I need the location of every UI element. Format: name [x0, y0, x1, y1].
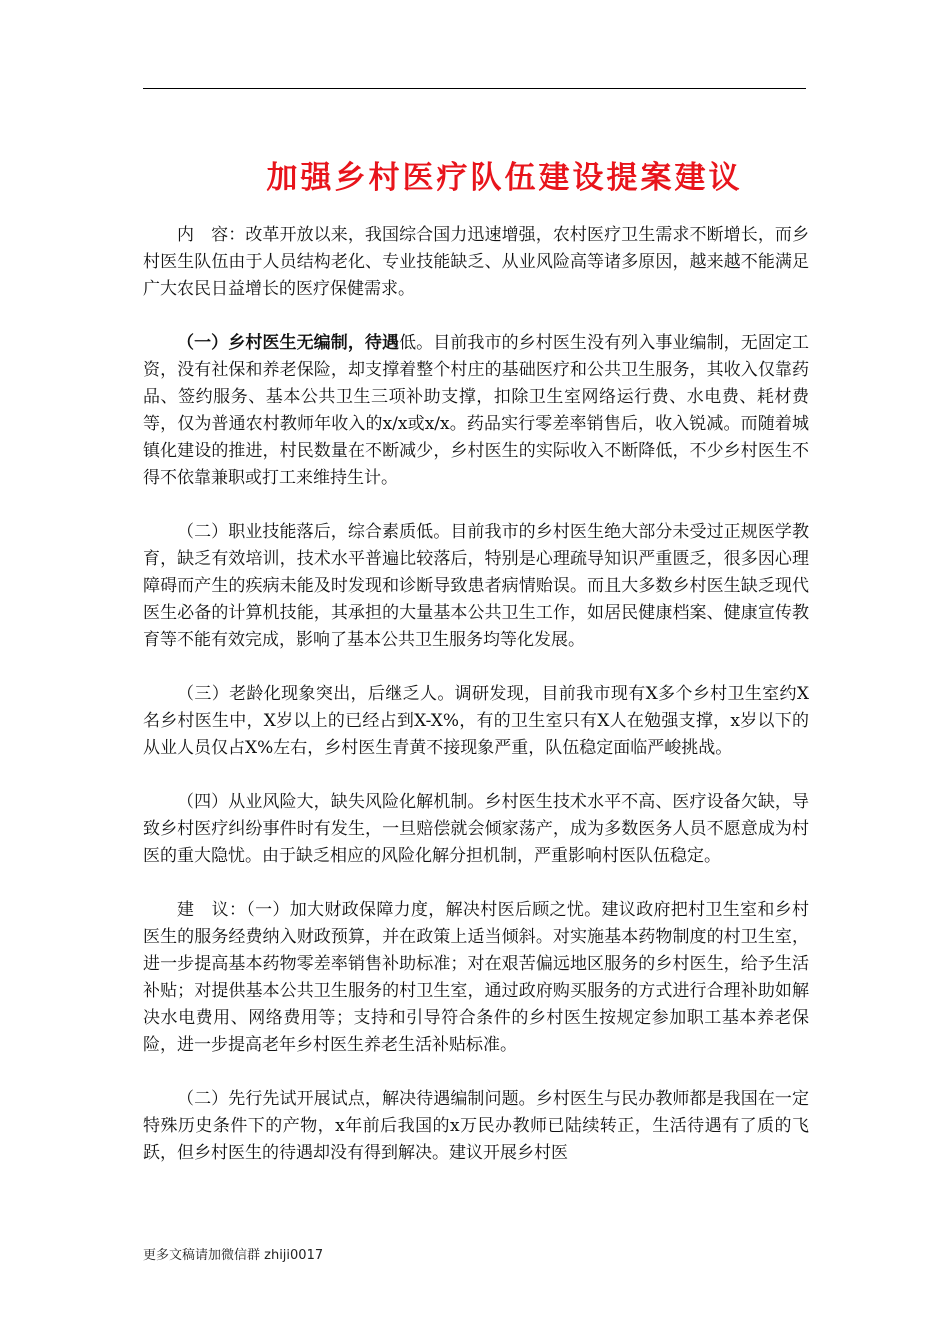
paragraph-text: （三）老龄化现象突出，后继乏人。调研发现，目前我市现有X多个乡村卫生室约X名乡村医生中，X岁以上的已经占到X-X%，有的卫生室只有X人在勉强支撑，x岁以下的从业人员仅占X%左右，乡村医生青黄不接现象严重，队伍稳定面临严峻挑战。 [143, 684, 809, 758]
paragraph-suggestion-2 [143, 1086, 809, 1167]
paragraph-text: 内 容：改革开放以来，我国综合国力迅速增强，农村医疗卫生需求不断增长，而乡村医生队伍由于人员结构老化、专业技能缺乏、从业风险高等诸多原因，越来越不能满足广大农民日益增长的医疗保健需求。 [143, 225, 809, 299]
paragraph-point-2 [143, 519, 809, 654]
paragraph-text: （四）从业风险大，缺失风险化解机制。乡村医生技术水平不高、医疗设备欠缺，导致乡村医疗纠纷事件时有发生，一旦赔偿就会倾家荡产，成为多数医务人员不愿意成为村医的重大隐忧。由于缺乏相应的风险化解分担机制，严重影响村医队伍稳定。 [143, 792, 809, 866]
paragraph-bold-lead: （一）乡村医生无编制，待遇 [177, 333, 400, 353]
paragraph-text: 低。目前我市的乡村医生没有列入事业编制，无固定工资，没有社保和养老保险，却支撑着整个村庄的基础医疗和公共卫生服务，其收入仅靠药品、签约服务、基本公共卫生三项补助支撑，扣除卫生室网络运行费、水电费、耗材费等，仅为普通农村教师年收入的x/x或x/x。药品实行零差率销售后，收入锐减。而随着城镇化建设的推进，村民数量在不断减少，乡村医生的实际收入不断降低，不少乡村医生不得不依靠兼职或打工来维持生计。 [143, 333, 810, 488]
paragraph-suggestion-1 [143, 897, 809, 1059]
footer-note: 更多文稿请加微信群 zhiji0017 [143, 1248, 324, 1263]
paragraph-content [143, 222, 809, 303]
document-title: 加强乡村医疗队伍建设提案建议 [266, 160, 743, 196]
paragraph-point-3 [143, 681, 809, 762]
paragraph-text: 建 议：（一）加大财政保障力度，解决村医后顾之忧。建议政府把村卫生室和乡村医生的服务经费纳入财政预算，并在政策上适当倾斜。对实施基本药物制度的村卫生室，进一步提高基本药物零差率销售补助标准；对在艰苦偏远地区服务的乡村医生，给予生活补贴；对提供基本公共卫生服务的村卫生室，通过政府购买服务的方式进行合理补助如解决水电费用、网络费用等；支持和引导符合条件的乡村医生按规定参加职工基本养老保险，进一步提高老年乡村医生养老生活补贴标准。 [143, 900, 809, 1055]
document-body [143, 222, 809, 1194]
paragraph-text: （二）职业技能落后，综合素质低。目前我市的乡村医生绝大部分未受过正规医学教育，缺乏有效培训，技术水平普遍比较落后，特别是心理疏导知识严重匮乏，很多因心理障碍而产生的疾病未能及时发现和诊断导致患者病情贻误。而且大多数乡村医生缺乏现代医生必备的计算机技能，其承担的大量基本公共卫生工作，如居民健康档案、健康宣传教育等不能有效完成，影响了基本公共卫生服务均等化发展。 [143, 522, 809, 650]
paragraph-text: （二）先行先试开展试点，解决待遇编制问题。乡村医生与民办教师都是我国在一定特殊历史条件下的产物，x年前后我国的x万民办教师已陆续转正，生活待遇有了质的飞跃，但乡村医生的待遇却没有得到解决。建议开展乡村医 [143, 1089, 809, 1163]
header-rule [143, 88, 806, 89]
paragraph-point-4 [143, 789, 809, 870]
paragraph-point-1 [143, 330, 809, 492]
